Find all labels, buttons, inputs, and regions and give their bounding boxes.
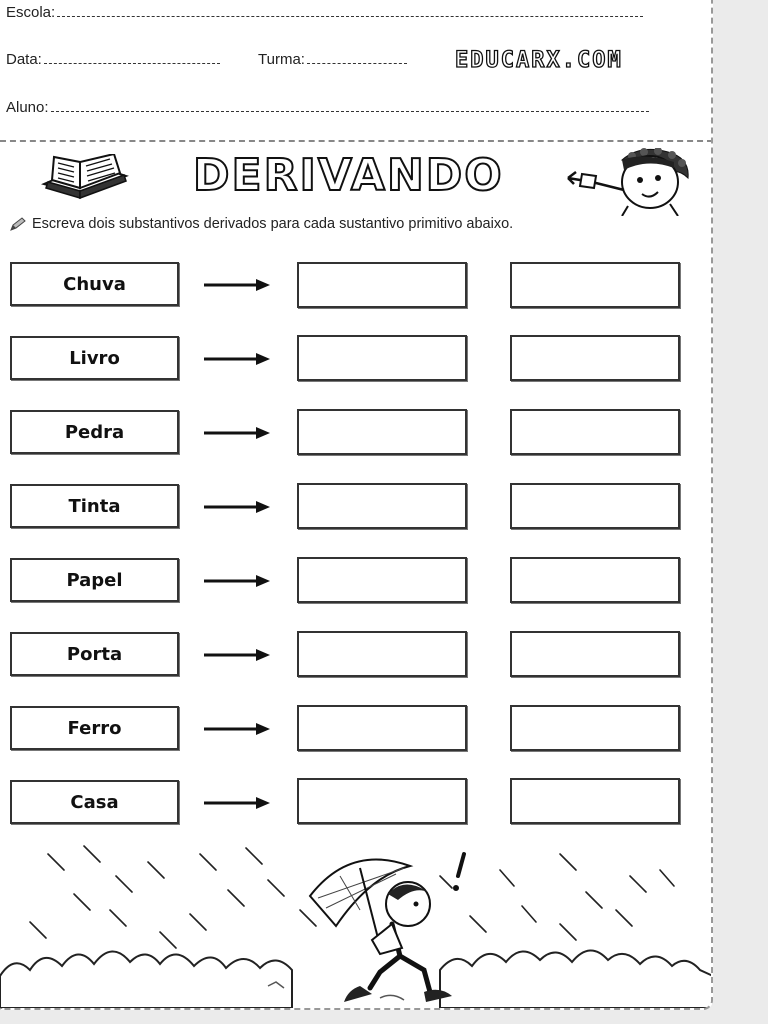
- derived-answer-box-1[interactable]: [297, 262, 467, 308]
- arrow-right-icon: [204, 796, 270, 810]
- class-blank[interactable]: [307, 62, 407, 64]
- primitive-word: Casa: [10, 780, 179, 824]
- class-field: [258, 51, 407, 68]
- book-icon: [40, 154, 132, 204]
- header-divider: [0, 140, 713, 142]
- derived-answer-box-1[interactable]: [297, 631, 467, 677]
- student-field: [6, 99, 649, 116]
- school-field: [6, 4, 643, 21]
- class-label: Turma:: [258, 51, 305, 68]
- rain-scene-illustration: [0, 836, 713, 1008]
- instruction: [10, 216, 513, 232]
- derived-answer-box-2[interactable]: [510, 262, 680, 308]
- arrow-right-icon: [204, 278, 270, 292]
- primitive-word: Papel: [10, 558, 179, 602]
- derived-answer-box-1[interactable]: [297, 409, 467, 455]
- primitive-word: Livro: [10, 336, 179, 380]
- date-label: Data:: [6, 51, 42, 68]
- activity-title: DERIVANDO: [193, 150, 504, 201]
- derived-answer-box-2[interactable]: [510, 335, 680, 381]
- arrow-right-icon: [204, 500, 270, 514]
- derived-answer-box-1[interactable]: [297, 483, 467, 529]
- arrow-right-icon: [204, 722, 270, 736]
- primitive-word: Chuva: [10, 262, 179, 306]
- derived-answer-box-2[interactable]: [510, 409, 680, 455]
- date-blank[interactable]: [44, 62, 220, 64]
- arrow-right-icon: [204, 426, 270, 440]
- school-label: Escola:: [6, 4, 56, 21]
- arrow-right-icon: [204, 648, 270, 662]
- pencil-icon: [10, 217, 26, 231]
- derived-answer-box-1[interactable]: [297, 778, 467, 824]
- instruction-text: Escreva dois substantivos derivados para cada sustantivo primitivo abaixo.: [32, 216, 514, 232]
- primitive-word: Ferro: [10, 706, 179, 750]
- boy-illustration: [562, 148, 692, 216]
- derived-answer-box-1[interactable]: [297, 335, 467, 381]
- derived-answer-box-1[interactable]: [297, 705, 467, 751]
- derived-answer-box-2[interactable]: [510, 631, 680, 677]
- primitive-word: Tinta: [10, 484, 179, 528]
- derived-answer-box-2[interactable]: [510, 705, 680, 751]
- primitive-word: Pedra: [10, 410, 179, 454]
- student-blank[interactable]: [51, 110, 649, 112]
- arrow-right-icon: [204, 574, 270, 588]
- derived-answer-box-2[interactable]: [510, 557, 680, 603]
- date-field: [6, 51, 220, 68]
- derived-answer-box-2[interactable]: [510, 483, 680, 529]
- primitive-word: Porta: [10, 632, 179, 676]
- derived-answer-box-1[interactable]: [297, 557, 467, 603]
- derived-answer-box-2[interactable]: [510, 778, 680, 824]
- brand-logo: EDUCARX.COM: [455, 48, 623, 73]
- student-label: Aluno:: [6, 99, 49, 116]
- arrow-right-icon: [204, 352, 270, 366]
- school-blank[interactable]: [57, 15, 643, 17]
